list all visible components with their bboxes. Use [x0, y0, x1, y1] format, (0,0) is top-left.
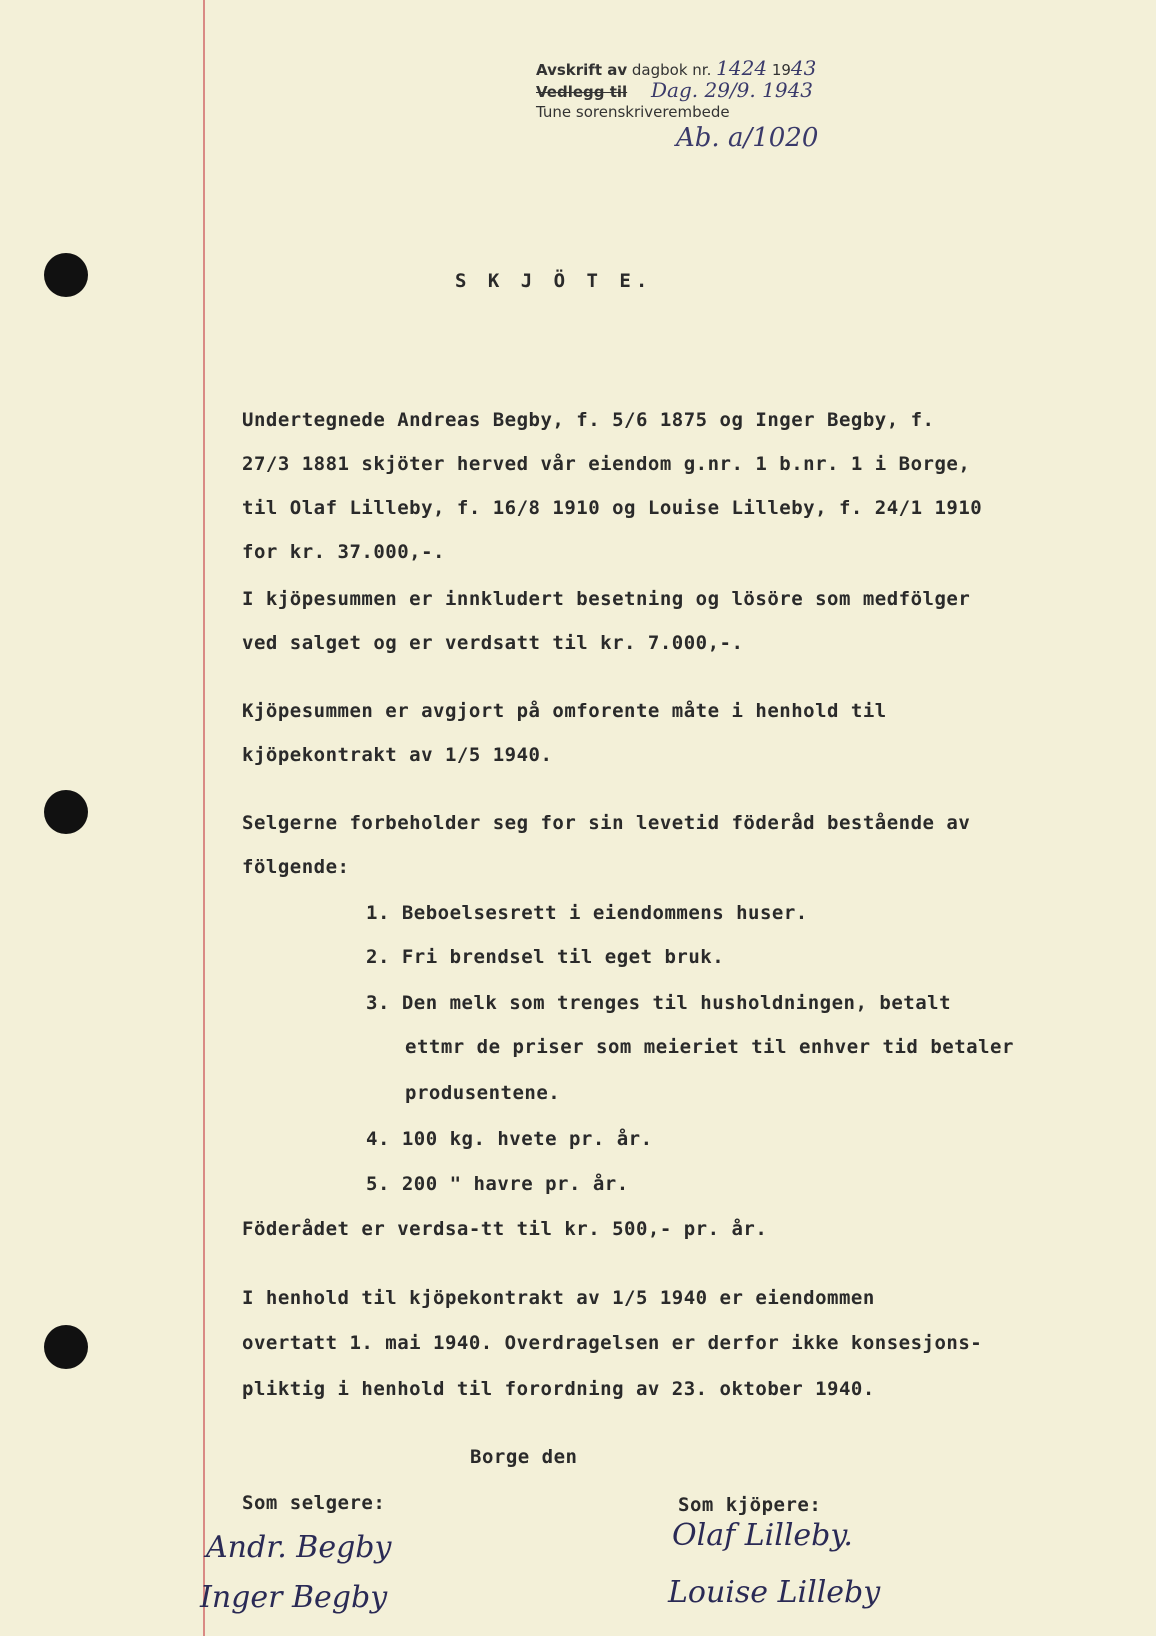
- signature-buyer-1: Olaf Lilleby.: [672, 1518, 853, 1553]
- para1-line-4: for kr. 37.000,-.: [242, 541, 445, 563]
- para2-line-1: I kjöpesummen er innkludert besetning og lösöre som medfölger: [242, 588, 971, 610]
- stamp-row-1: [536, 58, 818, 80]
- para3-line-2: kjöpekontrakt av 1/5 1940.: [242, 744, 553, 766]
- sellers-label: Som selgere:: [242, 1492, 386, 1514]
- list-item-3: 3. Den melk som trenges til husholdningen, betalt: [366, 992, 952, 1014]
- para2-line-2: ved salget og er verdsatt til kr. 7.000,-.: [242, 632, 744, 654]
- para4-line-2: fölgende:: [242, 856, 350, 878]
- signature-buyer-2: Louise Lilleby: [668, 1575, 881, 1610]
- signature-seller-2: Inger Begby: [200, 1580, 388, 1615]
- stamp-date: Dag. 29/9. 1943: [651, 78, 814, 102]
- stamp-row-3: [536, 102, 818, 122]
- list-item-5: 5. 200 " havre pr. år.: [366, 1173, 629, 1195]
- punch-hole-middle: [44, 790, 88, 834]
- place-line: Borge den: [470, 1446, 578, 1468]
- margin-line: [203, 0, 205, 1636]
- stamp-initials: Ab. a/1020: [676, 123, 819, 153]
- list-item-3-cont-1: ettmr de priser som meieriet til enhver tid betaler: [405, 1036, 1014, 1058]
- list-item-1: 1. Beboelsesrett i eiendommens huser.: [366, 902, 808, 924]
- stamp-dagbok-number: 1424: [716, 56, 768, 80]
- valuation-line: Föderådet er verdsa-tt til kr. 500,- pr. år.: [242, 1218, 768, 1240]
- list-item-3-cont-2: produsentene.: [405, 1082, 561, 1104]
- para1-line-3: til Olaf Lilleby, f. 16/8 1910 og Louise Lilleby, f. 24/1 1910: [242, 497, 983, 519]
- stamp-office: Tune sorenskriverembede: [536, 103, 730, 121]
- para5-line-1: I henhold til kjöpekontrakt av 1/5 1940 er eiendommen: [242, 1287, 875, 1309]
- para4-line-1: Selgerne forbeholder seg for sin levetid föderåd bestående av: [242, 812, 971, 834]
- punch-hole-bottom: [44, 1325, 88, 1369]
- punch-hole-top: [44, 253, 88, 297]
- stamp-vedlegg: Vedlegg til: [536, 83, 628, 101]
- para5-line-3: pliktig i henhold til forordning av 23. oktober 1940.: [242, 1378, 875, 1400]
- para3-line-1: Kjöpesummen er avgjort på omforente måte i henhold til: [242, 700, 887, 722]
- para1-line-2: 27/3 1881 skjöter herved vår eiendom g.nr. 1 b.nr. 1 i Borge,: [242, 453, 971, 475]
- stamp-avskrift: Avskrift av: [536, 61, 628, 79]
- stamp-year-prefix: 19: [771, 61, 791, 79]
- registry-stamp: [536, 58, 818, 151]
- list-item-2: 2. Fri brendsel til eget bruk.: [366, 946, 725, 968]
- para1-line-1: Undertegnede Andreas Begby, f. 5/6 1875 og Inger Begby, f.: [242, 409, 935, 431]
- buyers-label: Som kjöpere:: [678, 1494, 822, 1516]
- signature-seller-1: Andr. Begby: [206, 1530, 392, 1565]
- stamp-row-4: [536, 123, 819, 153]
- para5-line-2: overtatt 1. mai 1940. Overdragelsen er derfor ikke konsesjons-: [242, 1332, 983, 1354]
- stamp-year-suffix: 43: [790, 56, 817, 80]
- stamp-row-2: [536, 80, 818, 102]
- document-title: S K J Ö T E.: [455, 270, 653, 292]
- list-item-4: 4. 100 kg. hvete pr. år.: [366, 1128, 653, 1150]
- stamp-dagbok: dagbok nr.: [631, 61, 712, 79]
